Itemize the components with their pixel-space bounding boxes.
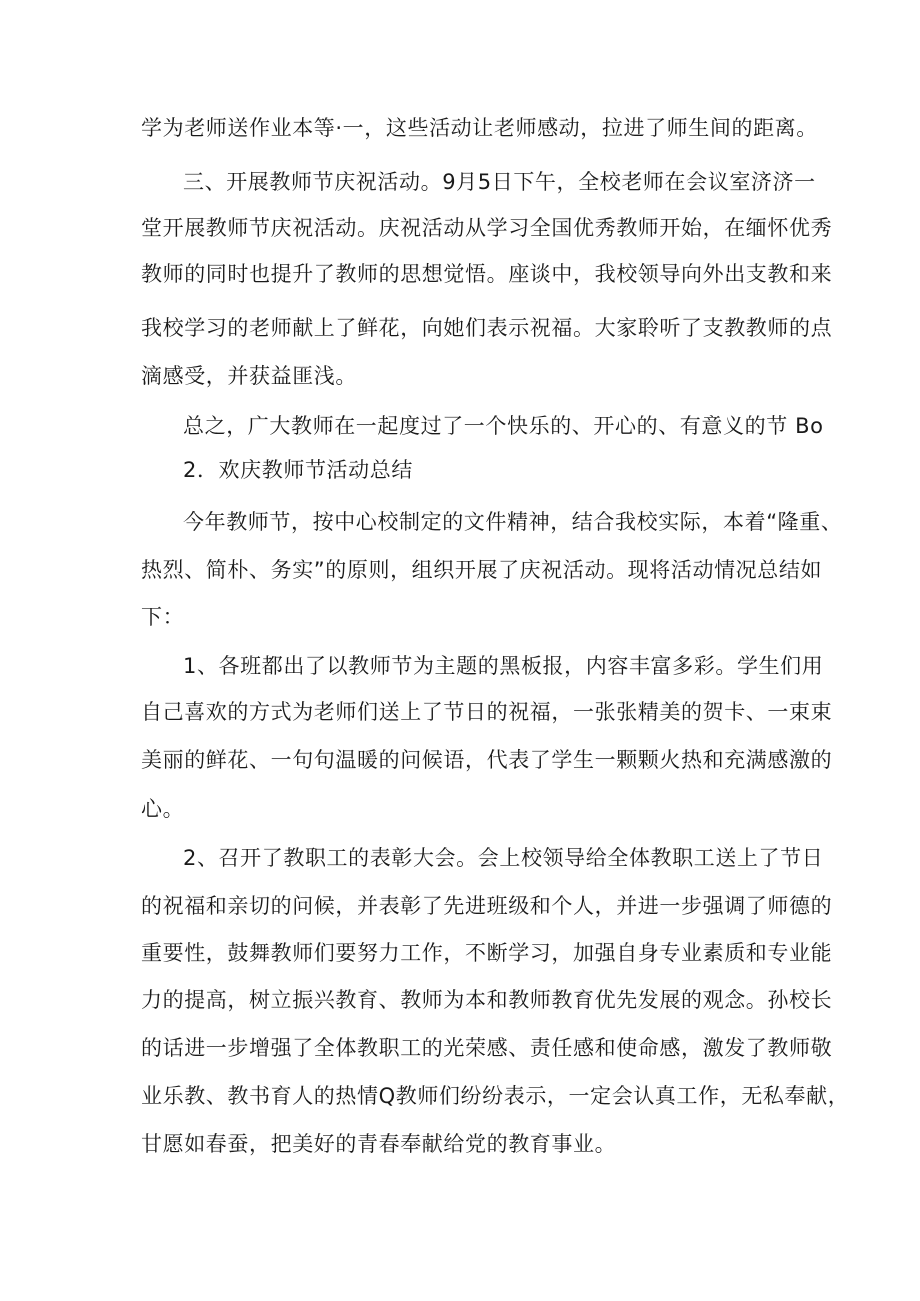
text-line: 甘愿如春蚕，把美好的青春奉献给党的教育事业。 bbox=[141, 1132, 617, 1156]
text-line: 堂开展教师节庆祝活动。庆祝活动从学习全国优秀教师开始，在缅怀优秀 bbox=[141, 216, 833, 240]
text-line: 自己喜欢的方式为老师们送上了节日的祝福，一张张精美的贺卡、一束束 bbox=[141, 700, 833, 724]
text-line: 下： bbox=[141, 605, 185, 629]
text-line: 心。 bbox=[141, 797, 185, 821]
text-line: 2、召开了教职工的表彰大会。会上校领导给全体教职工送上了节日 bbox=[183, 846, 824, 870]
text-line: 滴感受，并获益匪浅。 bbox=[141, 364, 357, 388]
text-line: 我校学习的老师献上了鲜花，向她们表示祝福。大家聆听了支教教师的点 bbox=[141, 316, 833, 340]
text-line: 美丽的鲜花、一句句温暖的问候语，代表了学生一颗颗火热和充满感激的 bbox=[141, 748, 833, 772]
text-line: 今年教师节，按中心校制定的文件精神，结合我校实际，本着“隆重、 bbox=[183, 510, 843, 534]
text-line: 重要性，鼓舞教师们要努力工作，不断学习，加强自身专业素质和专业能 bbox=[141, 941, 833, 965]
text-line: 1、各班都出了以教师节为主题的黑板报，内容丰富多彩。学生们用 bbox=[183, 654, 824, 678]
text-line: 的祝福和亲切的问候，并表彰了先进班级和个人，并进一步强调了师德的 bbox=[141, 894, 833, 918]
text-line: 三、开展教师节庆祝活动。9月5日下午，全校老师在会议室济济一 bbox=[183, 170, 816, 194]
text-line: 力的提高，树立振兴教育、教师为本和教师教育优先发展的观念。孙校长 bbox=[141, 988, 833, 1012]
text-line: 教师的同时也提升了教师的思想觉悟。座谈中，我校领导向外出支教和来 bbox=[141, 262, 833, 286]
text-line: 业乐教、教书育人的热情Q教师们纷纷表示，一定会认真工作，无私奉献， bbox=[141, 1084, 850, 1108]
heading-text: 2．欢庆教师节活动总结 bbox=[183, 458, 413, 482]
text-line: 总之，广大教师在一起度过了一个快乐的、开心的、有意义的节 Bo bbox=[183, 414, 824, 438]
text-line: 的话进一步增强了全体教职工的光荣感、责任感和使命感，激发了教师敬 bbox=[141, 1036, 833, 1060]
text-line: 学为老师送作业本等·一，这些活动让老师感动，拉进了师生间的距离。 bbox=[141, 116, 818, 140]
text-line: 热烈、简朴、务实”的原则，组织开展了庆祝活动。现将活动情况总结如 bbox=[141, 558, 823, 582]
